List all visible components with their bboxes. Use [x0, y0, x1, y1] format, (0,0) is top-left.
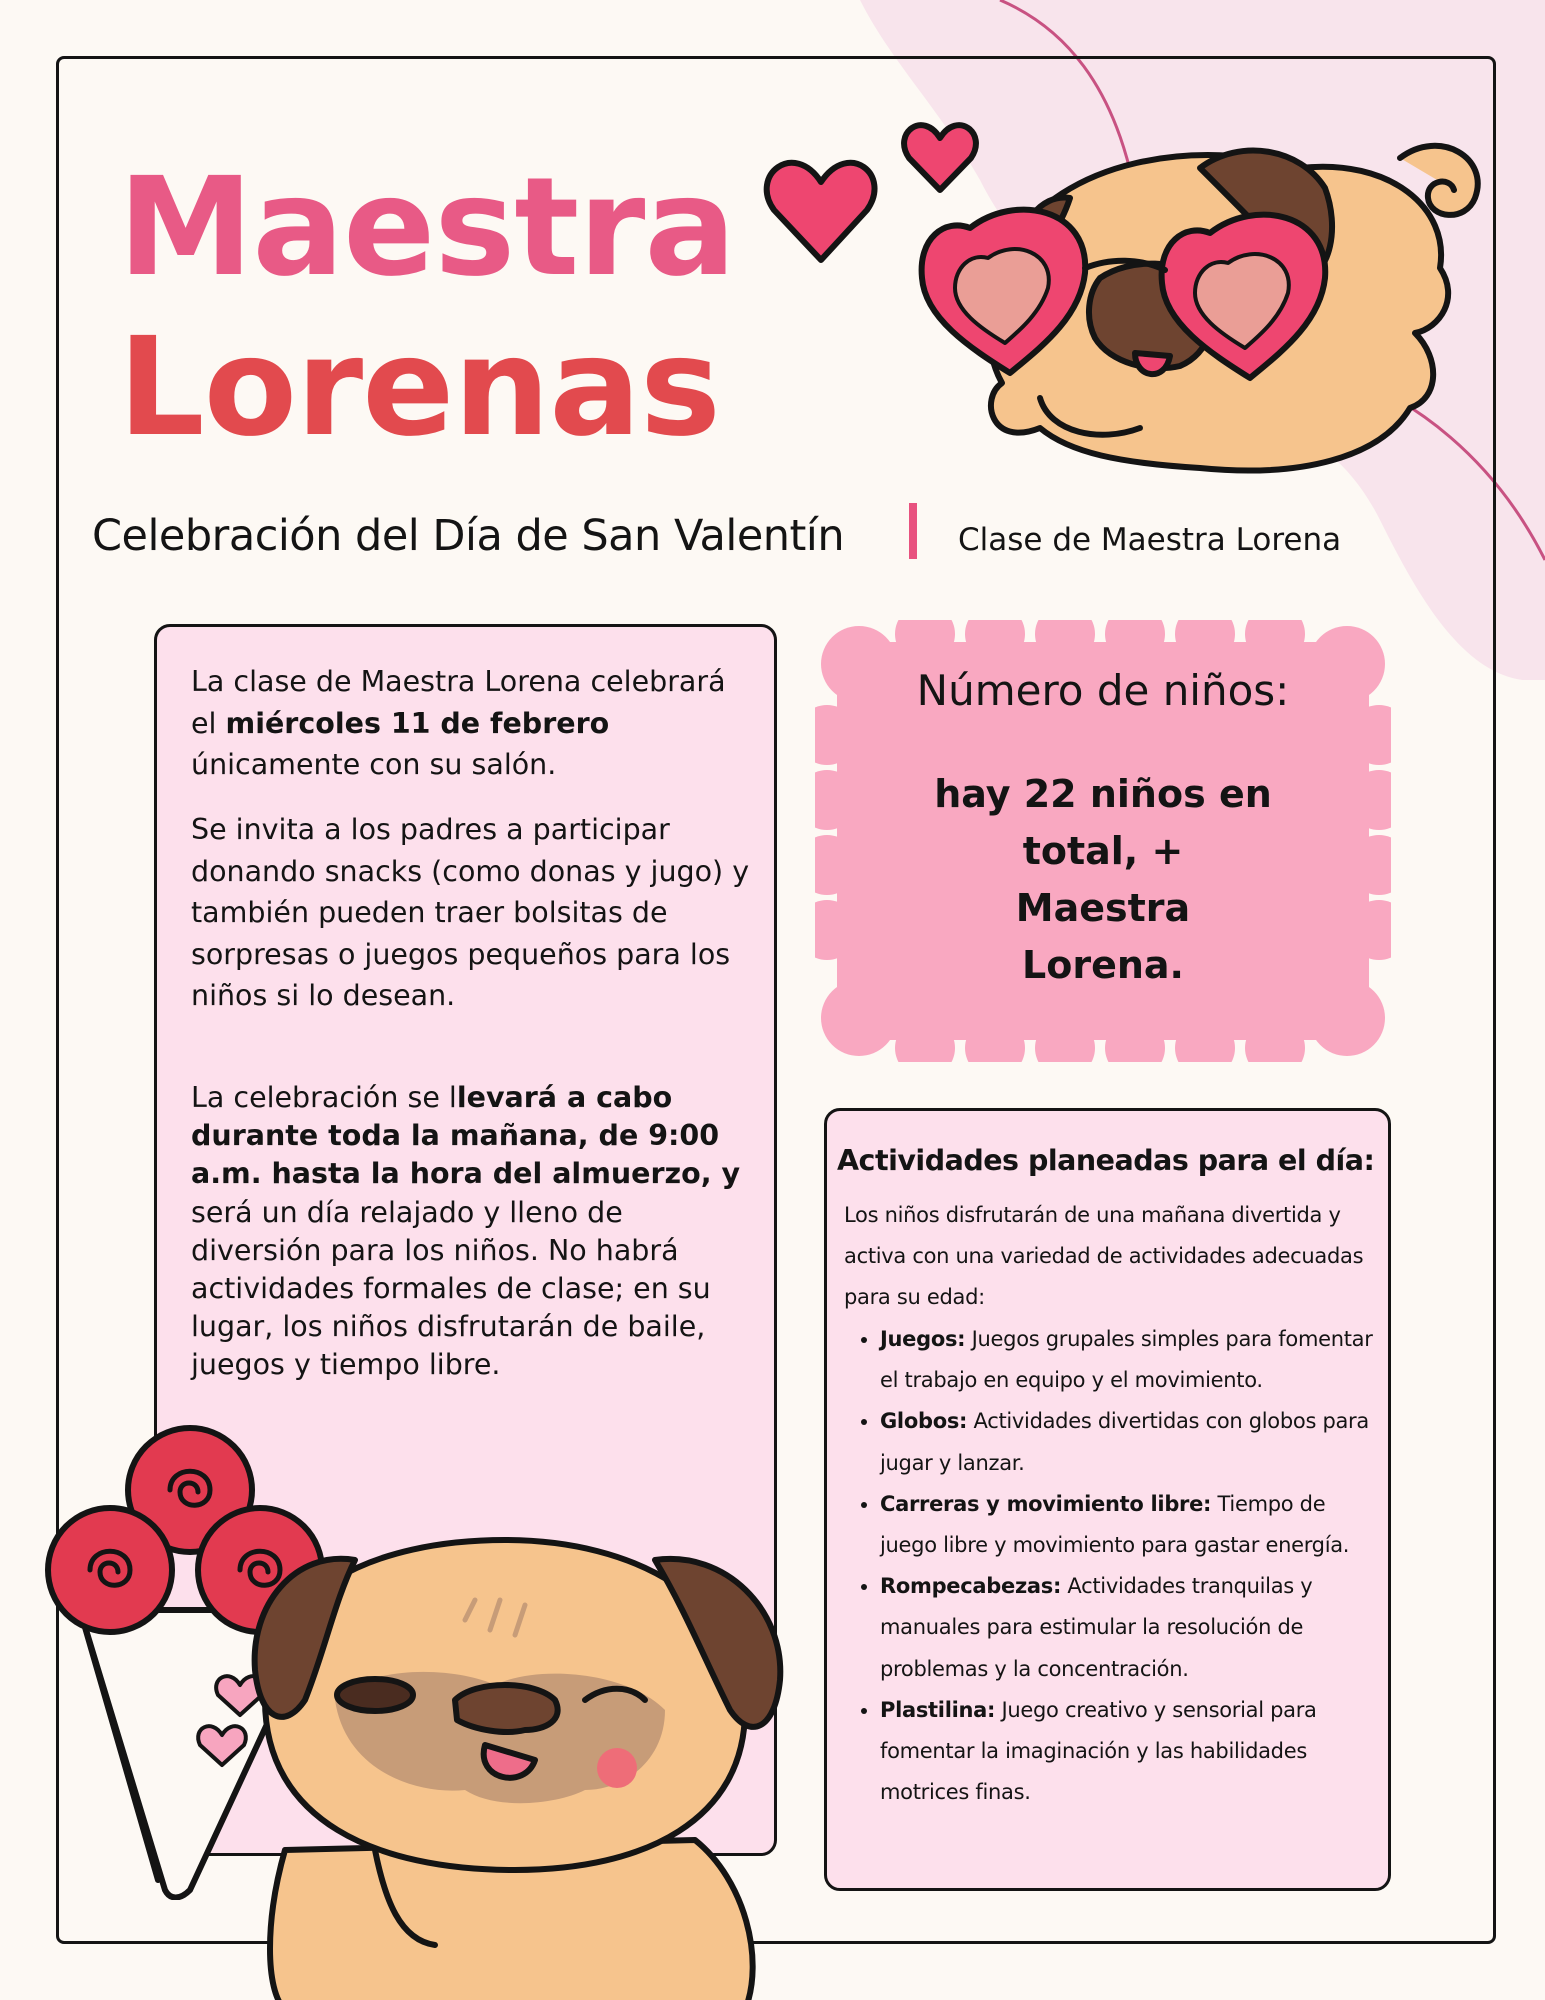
heart-icon: [767, 163, 875, 260]
details-paragraph-2: Se invita a los padres a participar donando snacks (como donas y jugo) y también pueden traer bolsitas de sorpresas o juegos pequeños para los niños si lo desean.: [191, 813, 750, 1012]
pug-with-roses-illustration: [225, 1520, 825, 2000]
activities-box: [824, 1108, 1391, 1891]
details-text: La clase de Maestra Lorena celebrará el: [191, 665, 726, 740]
heart-icon: [904, 125, 976, 190]
details-text: La celebración se l: [191, 1081, 457, 1114]
list-item: [880, 1319, 1379, 1401]
activity-name: Juegos:: [880, 1327, 966, 1351]
activities-heading: Actividades planeadas para el día:: [837, 1144, 1375, 1177]
page-title: [118, 148, 735, 468]
details-paragraph-3: [191, 1079, 751, 1385]
activity-desc: Tiempo de juego libre y movimiento para gastar energía.: [880, 1491, 1350, 1558]
class-label: Clase de Maestra Lorena: [958, 522, 1342, 558]
activity-name: Rompecabezas:: [880, 1574, 1062, 1599]
title-line-2: Lorenas: [118, 309, 720, 467]
details-text: únicamente con su salón.: [191, 748, 557, 781]
pug-with-heart-glasses-illustration: [740, 98, 1510, 518]
activities-list: [844, 1319, 1379, 1813]
activity-desc: Actividades divertidas con globos para jugar y lanzar.: [880, 1409, 1369, 1475]
list-item: [880, 1401, 1379, 1483]
activities-intro: Los niños disfrutarán de una mañana divertida y activa con una variedad de actividades adecuadas para su edad:: [844, 1203, 1364, 1310]
activity-name: Plastilina:: [880, 1697, 996, 1722]
event-date: miércoles 11 de febrero: [225, 706, 610, 740]
activity-name: Globos:: [880, 1409, 968, 1434]
event-time: levará a cabo durante toda la mañana, de 9:00 a.m. hasta la hora del almuerzo, y: [191, 1081, 741, 1191]
list-item: [880, 1690, 1379, 1814]
details-paragraph-1: [191, 661, 751, 786]
activity-desc: Actividades tranquilas y manuales para estimular la resolución de problemas y la concentración.: [880, 1574, 1313, 1681]
activity-name: Carreras y movimiento libre:: [880, 1491, 1212, 1516]
details-text: será un día relajado y lleno de diversión para los niños. No habrá actividades formales de clase; en su lugar, los niños disfrutarán de baile, juegos y tiempo libre.: [191, 1195, 711, 1382]
activity-desc: Juegos grupales simples para fomentar el trabajo en equipo y el movimiento.: [880, 1327, 1373, 1393]
event-subtitle: Celebración del Día de San Valentín: [92, 511, 845, 561]
list-item: [880, 1566, 1379, 1690]
children-count-heading: Número de niños:: [916, 666, 1290, 715]
children-count-text: hay 22 niños en total, + Maestra Lorena.: [934, 772, 1272, 987]
activity-desc: Juego creativo y sensorial para fomentar la imaginación y las habilidades motrices finas.: [880, 1697, 1317, 1805]
title-line-1: Maestra: [118, 149, 736, 307]
list-item: [880, 1484, 1379, 1566]
